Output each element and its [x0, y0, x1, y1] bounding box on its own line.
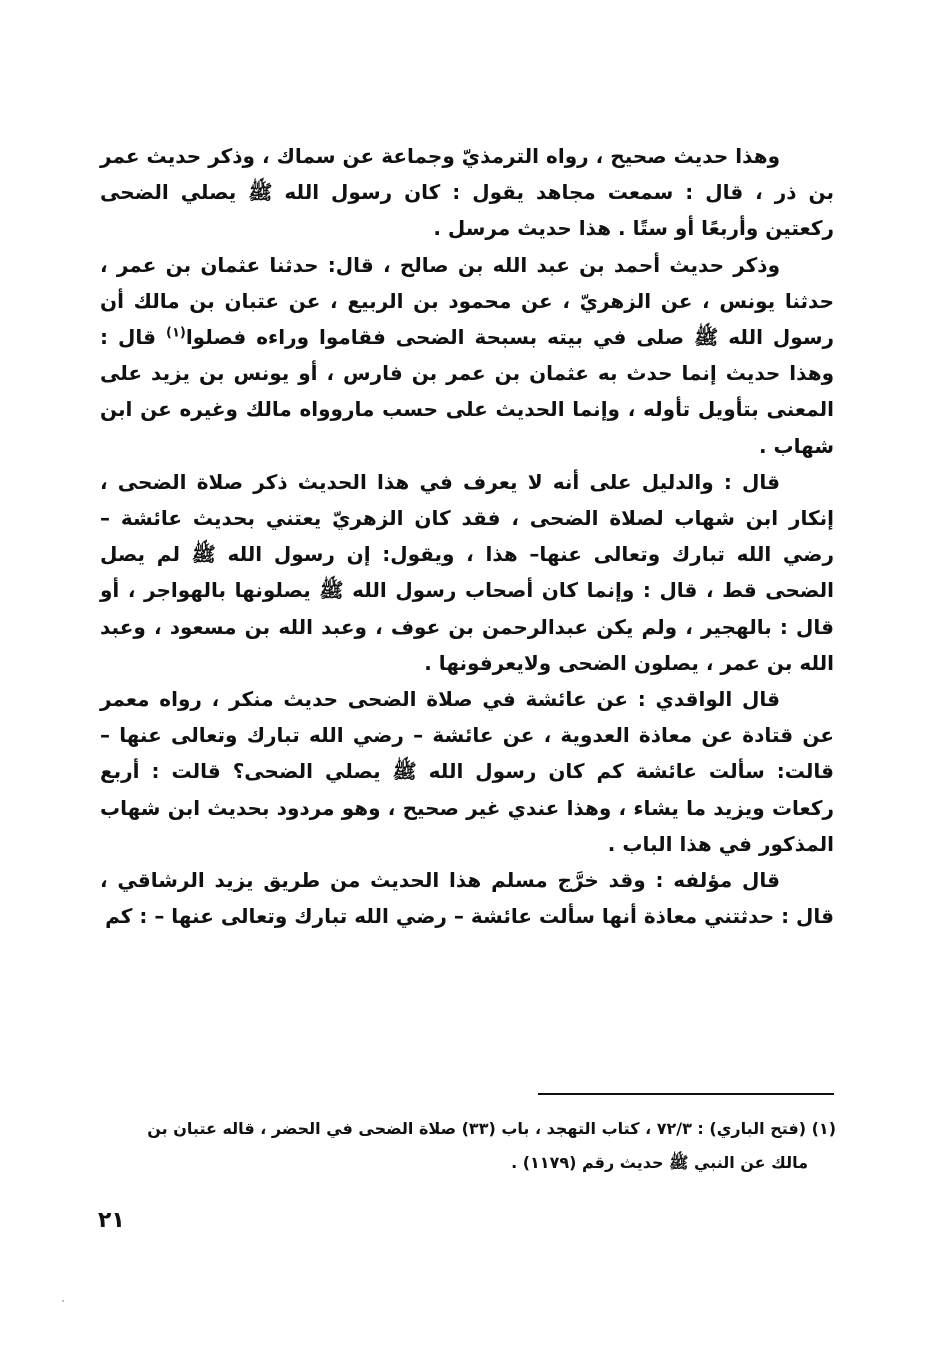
paragraph-5: قال مؤلفه : وقد خرَّج مسلم هذا الحديث من طريق يزيد الرشاقي ، قال : حدثتني معاذة أنها سألت عائشة – رضي الله تبارك وتعالى عنها – : كم [100, 868, 834, 929]
footnote [100, 1112, 836, 1180]
paragraph-1: وهذا حديث صحيح ، رواه الترمذيّ وجماعة عن سماك ، وذكر حديث عمر بن ذر ، قال : سمعت مجاهد يقول : كان رسول الله ﷺ يصلي الضحى ركعتين وأربعًا أو ستًا . هذا حديث مرسل . [100, 144, 834, 241]
footnote-line-1: (١) (فتح الباري) : ٧٢/٣ ، كتاب التهجد ، باب (٣٣) صلاة الضحى في الحضر ، قاله عتبان بن [147, 1119, 836, 1138]
footnote-line-2: مالك عن النبي ﷺ حديث رقم (١١٧٩) . [511, 1153, 808, 1172]
paragraph-3: قال : والدليل على أنه لا يعرف في هذا الحديث ذكر صلاة الضحى ، إنكار ابن شهاب لصلاة الضحى ، فقد كان الزهريّ يعتني بحديث عائشة – رضي الله تبارك وتعالى عنها– هذا ، ويقول: إن رسول الله ﷺ لم يصل الضحى قط ، قال : وإنما كان أصحاب رسول الله ﷺ يصلونها بالهواجر ، أو قال : بالهجير ، ولم يكن عبدالرحمن بن عوف ، وعبد الله بن مسعود ، وعبد الله بن عمر ، يصلون الضحى ولايعرفونها . [100, 469, 834, 675]
paragraph-2-continuation: قال : وهذا حديث إنما حدث به عثمان بن عمر بن فارس ، أو يونس بن يزيد على المعنى بتأويل تأوله ، وإنما الحديث على حسب ماروواه مالك وغيره عن ابن شهاب . [100, 325, 834, 458]
footnote-separator [538, 1093, 834, 1095]
paragraph-4: قال الواقدي : عن عائشة في صلاة الضحى حديث منكر ، رواه معمر عن قتادة عن معاذة العدوية ، عن عائشة – رضي الله تبارك وتعالى عنها – قالت: سألت عائشة كم كان رسول الله ﷺ يصلي الضحى؟ قالت : أربع ركعات ويزيد ما يشاء ، وهذا عندي غير صحيح ، وهو مردود بحديث ابن شهاب المذكور في هذا الباب . [100, 687, 834, 856]
paragraph-2 [100, 247, 834, 464]
page-number: ٢١ [98, 1208, 125, 1233]
footnote-reference: (١) [165, 325, 186, 341]
scan-speck [62, 1300, 64, 1302]
paragraph-2-text: وذكر حديث أحمد بن عبد الله بن صالح ، قال: حدثنا عثمان بن عمر ، حدثنا يونس ، عن الزهريّ ، عن محمود بن الربيع ، عن عتبان بن مالك أن رسول الله ﷺ صلى في بيته بسبحة الضحى فقاموا وراءه فصلوا [100, 252, 835, 350]
main-text [100, 138, 834, 934]
